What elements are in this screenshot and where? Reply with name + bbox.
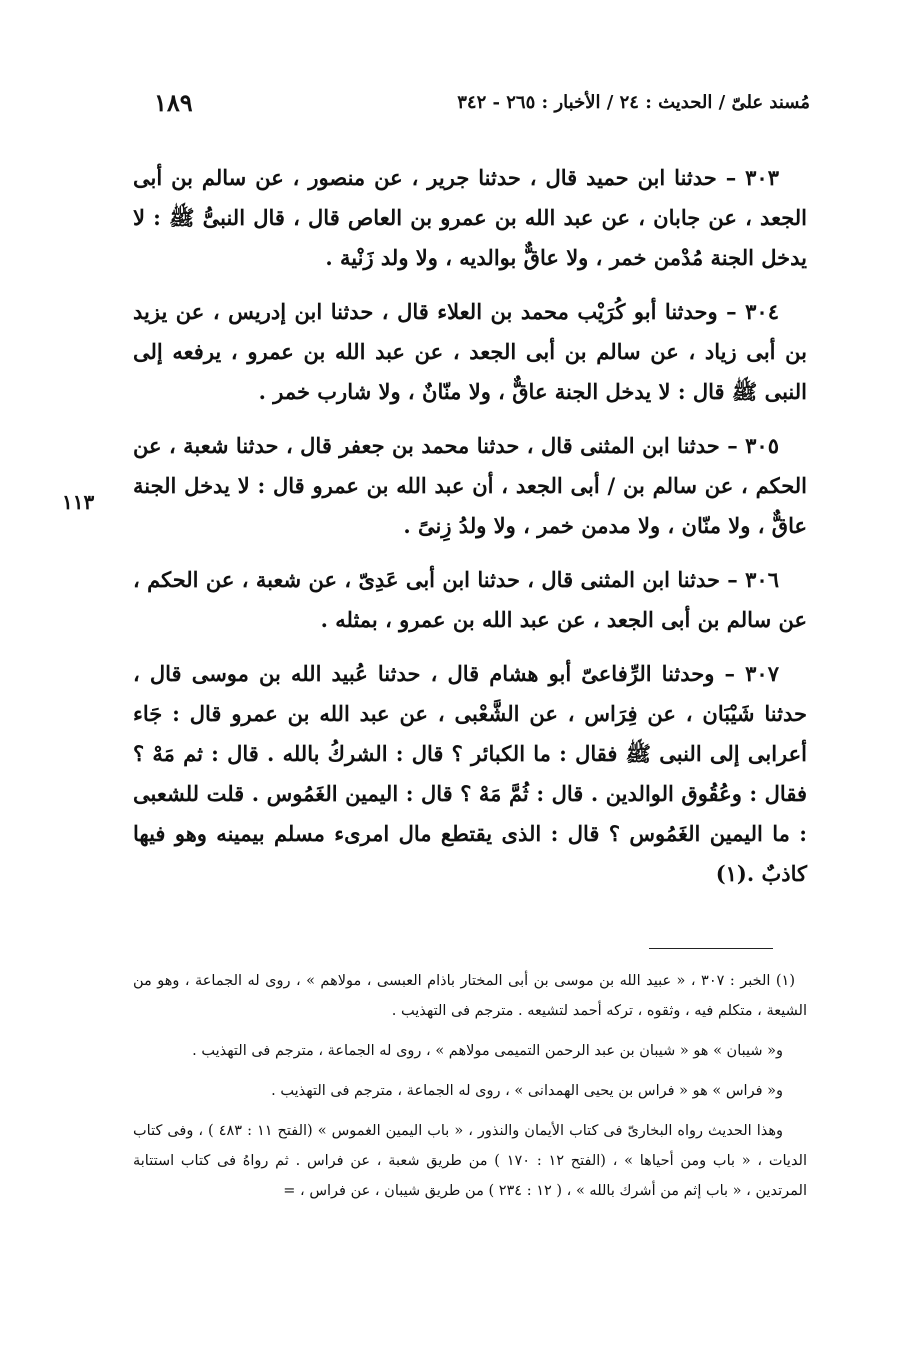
footnote-firas: و« فراس » هو « فراس بن يحيى الهمدانى » ، روى له الجماعة ، مترجم فى التهذيب .	[271, 1083, 783, 1099]
running-head	[110, 88, 810, 124]
footnote-shayban: و« شيبان » هو « شيبان بن عبد الرحمن التميمى مولاهم » ، روى له الجماعة ، مترجم فى التهذيب .	[192, 1043, 783, 1059]
hadith-305: ٣٠٥ – حدثنا ابن المثنى قال ، حدثنا محمد بن جعفر قال ، حدثنا شعبة ، عن الحكم ، عن سالم بن / أبى الجعد ، أن عبد الله بن عمرو قال : لا يدخل الجنة عاقٌّ ، ولا منّان ، ولا مدمن خمر ، ولا ولدُ زِنىً .	[133, 433, 807, 538]
footnote-divider	[649, 948, 773, 949]
hadith-304: ٣٠٤ – وحدثنا أبو كُرَيْب محمد بن العلاء قال ، حدثنا ابن إدريس ، عن يزيد بن أبى زياد ، عن سالم بن أبى الجعد ، عن عبد الله بن عمرو ، يرفعه إلى النبى ﷺ قال : لا يدخل الجنة عاقٌّ ، ولا منّانٌ ، ولا شارب خمر .	[133, 299, 807, 404]
footnotes	[133, 966, 807, 1216]
margin-page-reference: ١١٣	[62, 490, 95, 514]
main-text	[133, 158, 807, 894]
running-head-title: مُسند علىّ / الحديث : ٢٤ / الأخبار : ٢٦٥ - ٣٤٢	[457, 92, 810, 113]
hadith-303: ٣٠٣ – حدثنا ابن حميد قال ، حدثنا جرير ، عن منصور ، عن سالم بن أبى الجعد ، عن جابان ، عن عبد الله بن عمرو بن العاص قال ، قال النبىُّ ﷺ : لا يدخل الجنة مُدْمن خمر ، ولا عاقٌّ بوالديه ، ولا ولد زَنْية .	[133, 165, 807, 270]
footnote-1: (١) الخبر : ٣٠٧ ، « عبيد الله بن موسى بن أبى المختار باذام العبسى ، مولاهم » ، روى له الجماعة ، وهو من الشيعة ، متكلم فيه ، وثقوه ، تركه أحمد لتشيعه . مترجم فى التهذيب .	[133, 973, 807, 1019]
footnote-bukhari: وهذا الحديث رواه البخارىّ فى كتاب الأيمان والنذور ، « باب اليمين الغموس » (الفتح ١١ : ٤٨٣ ) ، وفى كتاب الديات ، « باب ومن أحياها » ، (الفتح ١٢ : ١٧٠ ) من طريق شعبة ، عن فراس . ثم رواهُ فى كتاب استتابة المرتدين ، « باب إثم من أشرك بالله » ، ( ١٢ : ٢٣٤ ) من طريق شيبان ، عن فراس ، =	[133, 1123, 807, 1199]
hadith-306: ٣٠٦ – حدثنا ابن المثنى قال ، حدثنا ابن أبى عَدِىّ ، عن شعبة ، عن الحكم ، عن سالم بن أبى الجعد ، عن عبد الله بن عمرو ، بمثله .	[133, 567, 807, 632]
page-number: ١٨٩	[154, 88, 193, 117]
hadith-307: ٣٠٧ – وحدثنا الرِّفاعىّ أبو هشام قال ، حدثنا عُبيد الله بن موسى قال ، حدثنا شَيْبَان ، عن فِرَاس ، عن الشَّعْبى ، عن عبد الله بن عمرو قال : جَاء أعرابى إلى النبى ﷺ فقال : ما الكبائر ؟ قال : الشركُ بالله . قال : ثم مَهْ ؟ فقال : وعُقُوق الوالدين . قال : ثُمَّ مَهْ ؟ قال : اليمين الغَمُوس . قلت للشعبى : ما اليمين الغَمُوس ؟ قال : الذى يقتطع مال امرىء مسلم بيمينه وهو فيها كاذبٌ .(١)	[133, 661, 807, 886]
